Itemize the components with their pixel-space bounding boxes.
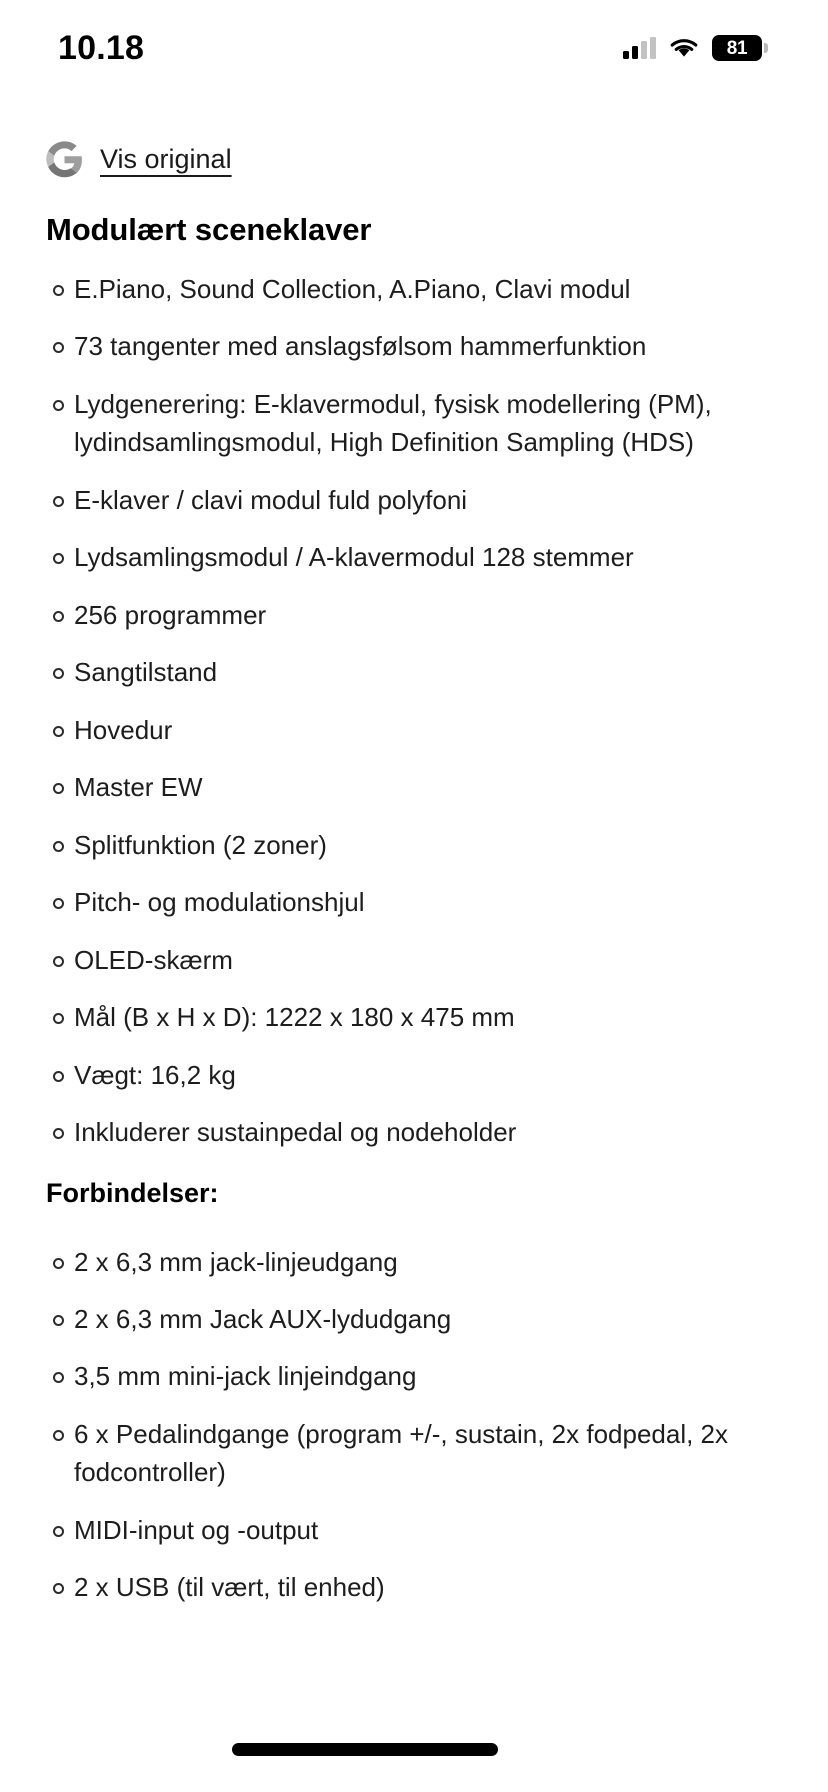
status-bar (0, 0, 828, 96)
page-content (0, 96, 828, 1792)
spec-list-item: Hovedur (46, 711, 782, 749)
view-original-row[interactable] (46, 141, 782, 178)
spec-list-item: 73 tangenter med anslagsfølsom hammerfunktion (46, 327, 782, 365)
spec-list-item: Lydsamlingsmodul / A-klavermodul 128 stemmer (46, 538, 782, 576)
connections-heading: Forbindelser: (46, 1177, 219, 1208)
battery-level-label: 81 (726, 37, 748, 59)
spec-list-item: E.Piano, Sound Collection, A.Piano, Clavi modul (46, 270, 782, 308)
wifi-icon (669, 37, 699, 59)
spec-list-item: E-klaver / clavi modul fuld polyfoni (46, 481, 782, 519)
spec-list-item: Lydgenerering: E-klavermodul, fysisk modellering (PM), lydindsamlingsmodul, High Definition Sampling (HDS) (46, 385, 782, 462)
status-time: 10.18 (58, 28, 145, 67)
cellular-signal-icon (623, 37, 656, 59)
connections-list (46, 1243, 782, 1607)
view-original-link[interactable]: Vis original (100, 144, 232, 175)
status-indicators (623, 35, 768, 61)
battery-body (712, 35, 762, 61)
battery-cap (764, 43, 768, 53)
spec-list-item: 256 programmer (46, 596, 782, 634)
spec-list-item: Inkluderer sustainpedal og nodeholder (46, 1113, 782, 1151)
specification-list (46, 270, 782, 1152)
page-title: Modulært sceneklaver (46, 212, 372, 247)
spec-list-item: Pitch- og modulationshjul (46, 883, 782, 921)
spec-list-item: Vægt: 16,2 kg (46, 1056, 782, 1094)
connection-list-item: 2 x USB (til vært, til enhed) (46, 1568, 782, 1606)
spec-list-item: Splitfunktion (2 zoner) (46, 826, 782, 864)
redaction-bar (232, 1743, 498, 1756)
connection-list-item: MIDI-input og -output (46, 1511, 782, 1549)
spec-list-item: OLED-skærm (46, 941, 782, 979)
battery-icon (712, 35, 768, 61)
connection-list-item: 2 x 6,3 mm Jack AUX-lydudgang (46, 1300, 782, 1338)
connection-list-item: 6 x Pedalindgange (program +/-, sustain, 2x fodpedal, 2x fodcontroller) (46, 1415, 782, 1492)
spec-list-item: Mål (B x H x D): 1222 x 180 x 475 mm (46, 998, 782, 1036)
spec-list-item: Sangtilstand (46, 653, 782, 691)
connection-list-item: 2 x 6,3 mm jack-linjeudgang (46, 1243, 782, 1281)
connection-list-item: 3,5 mm mini-jack linjeindgang (46, 1357, 782, 1395)
spec-list-item: Master EW (46, 768, 782, 806)
google-g-icon (46, 141, 83, 178)
